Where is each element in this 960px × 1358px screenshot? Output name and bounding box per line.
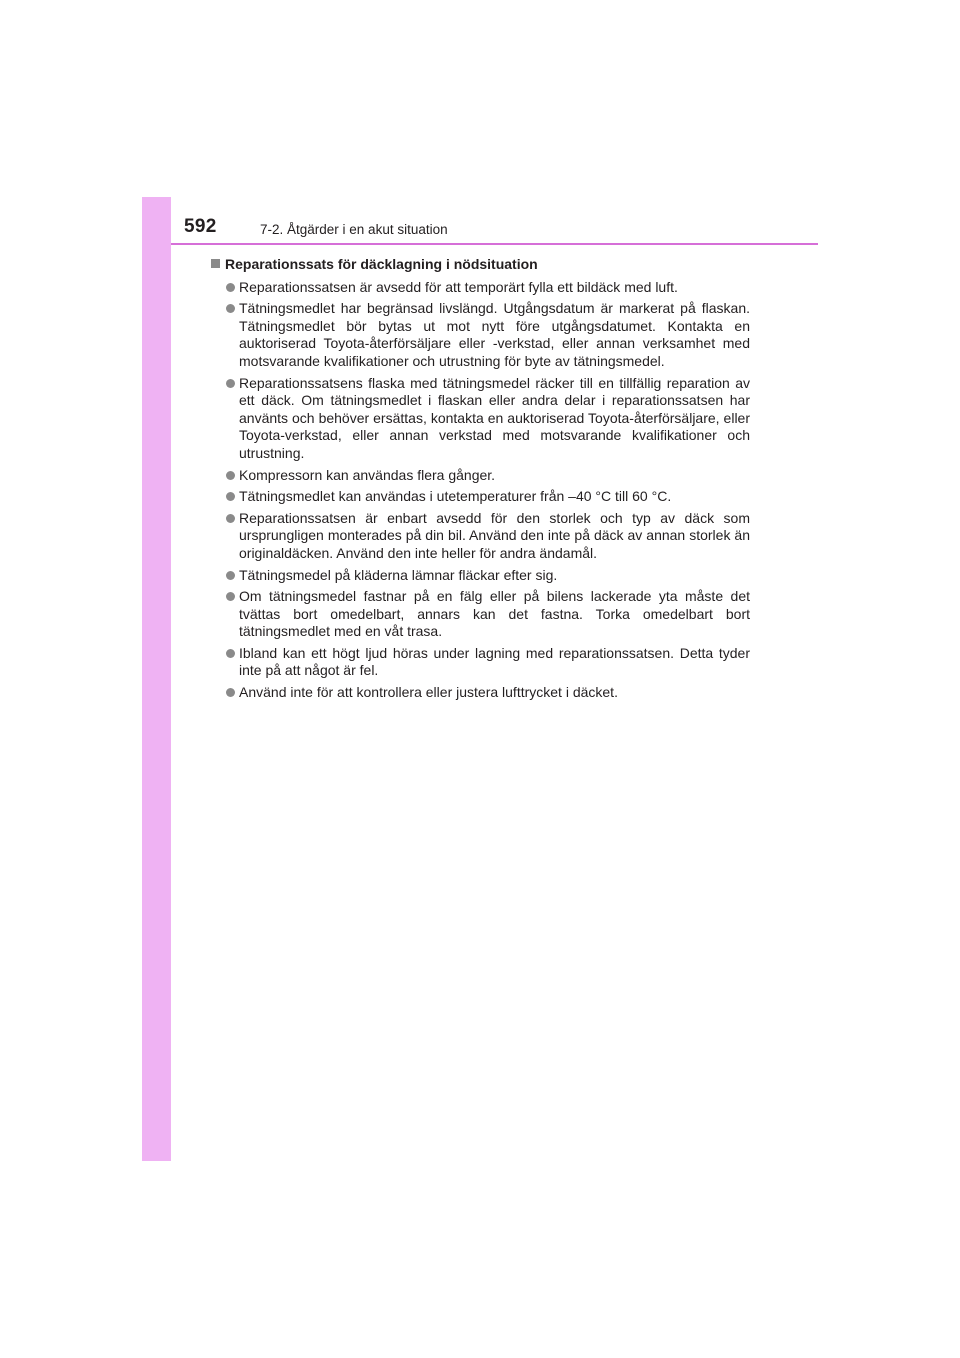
list-item-text: Reparationssatsens flaska med tätningsmedel räcker till en tillfällig reparation av ett däck. Om tätningsmedlet i flaskan eller andra delar i reparationssatsen har använts och behöver ersättas, kontakta en auktoriserad Toyota-återförsäljare, eller Toyota-verkstad, eller annan verkstad med motsvarande kvalifikationer och utrustning. (239, 374, 750, 461)
list-item-text: Reparationssatsen är avsedd för att temporärt fylla ett bildäck med luft. (239, 278, 678, 295)
list-item (210, 510, 750, 563)
list-item-text: Reparationssatsen är enbart avsedd för den storlek och typ av däck som ursprungligen monterades på din bil. Använd den inte på däck av annan storlek än originaldäcken. Använd den inte heller för andra ändamål. (239, 509, 750, 561)
list-item (210, 300, 750, 370)
list-item (210, 467, 750, 485)
list-item (210, 279, 750, 297)
bullet-icon (226, 471, 235, 480)
list-item (210, 684, 750, 702)
list-item-text: Om tätningsmedel fastnar på en fälg eller på bilens lackerade yta måste det tvättas bort omedelbart, annars kan det fastna. Torka omedelbart bort tätningsmedlet med en våt trasa. (239, 588, 750, 640)
list-item-text: Tätningsmedlet kan användas i utetemperaturer från –40 °C till 60 °C. (239, 488, 672, 505)
list-item (210, 567, 750, 585)
bullet-icon (226, 688, 235, 697)
bullet-icon (226, 592, 235, 601)
bullet-icon (226, 514, 235, 523)
bullet-icon (226, 283, 235, 292)
list-item (210, 645, 750, 680)
main-content (210, 256, 750, 706)
list-item (210, 375, 750, 463)
bullet-icon (226, 304, 235, 313)
bullet-icon (226, 492, 235, 501)
list-item-text: Tätningsmedel på kläderna lämnar fläckar efter sig. (239, 566, 558, 583)
list-item-text: Ibland kan ett högt ljud höras under lagning med reparationssatsen. Detta tyder inte på att något är fel. (239, 644, 750, 679)
list-item-text: Tätningsmedlet har begränsad livslängd. Utgångsdatum är markerat på flaskan. Tätningsmedlet bör bytas ut mot nytt före utgångsdatumet. Kontakta en auktoriserad Toyota-återförsäljare eller -verkstad, eller annan verksamhet med motsvarande kvalifikationer och utrustning för byte av tätningsmedel. (239, 300, 750, 369)
list-item-text: Använd inte för att kontrollera eller justera lufttrycket i däcket. (239, 684, 618, 701)
list-item (210, 488, 750, 506)
section-title: 7-2. Åtgärder i en akut situation (260, 222, 448, 237)
section-heading (210, 256, 750, 274)
page-number: 592 (184, 216, 217, 237)
bullet-icon (226, 649, 235, 658)
section-heading-text: Reparationssats för däcklagning i nödsituation (225, 256, 538, 272)
square-bullet-icon (211, 259, 220, 268)
header-divider (171, 243, 818, 245)
bullet-icon (226, 379, 235, 388)
bullet-icon (226, 571, 235, 580)
list-item (210, 588, 750, 641)
list-item-text: Kompressorn kan användas flera gånger. (239, 466, 496, 483)
chapter-side-bar (142, 197, 171, 1161)
